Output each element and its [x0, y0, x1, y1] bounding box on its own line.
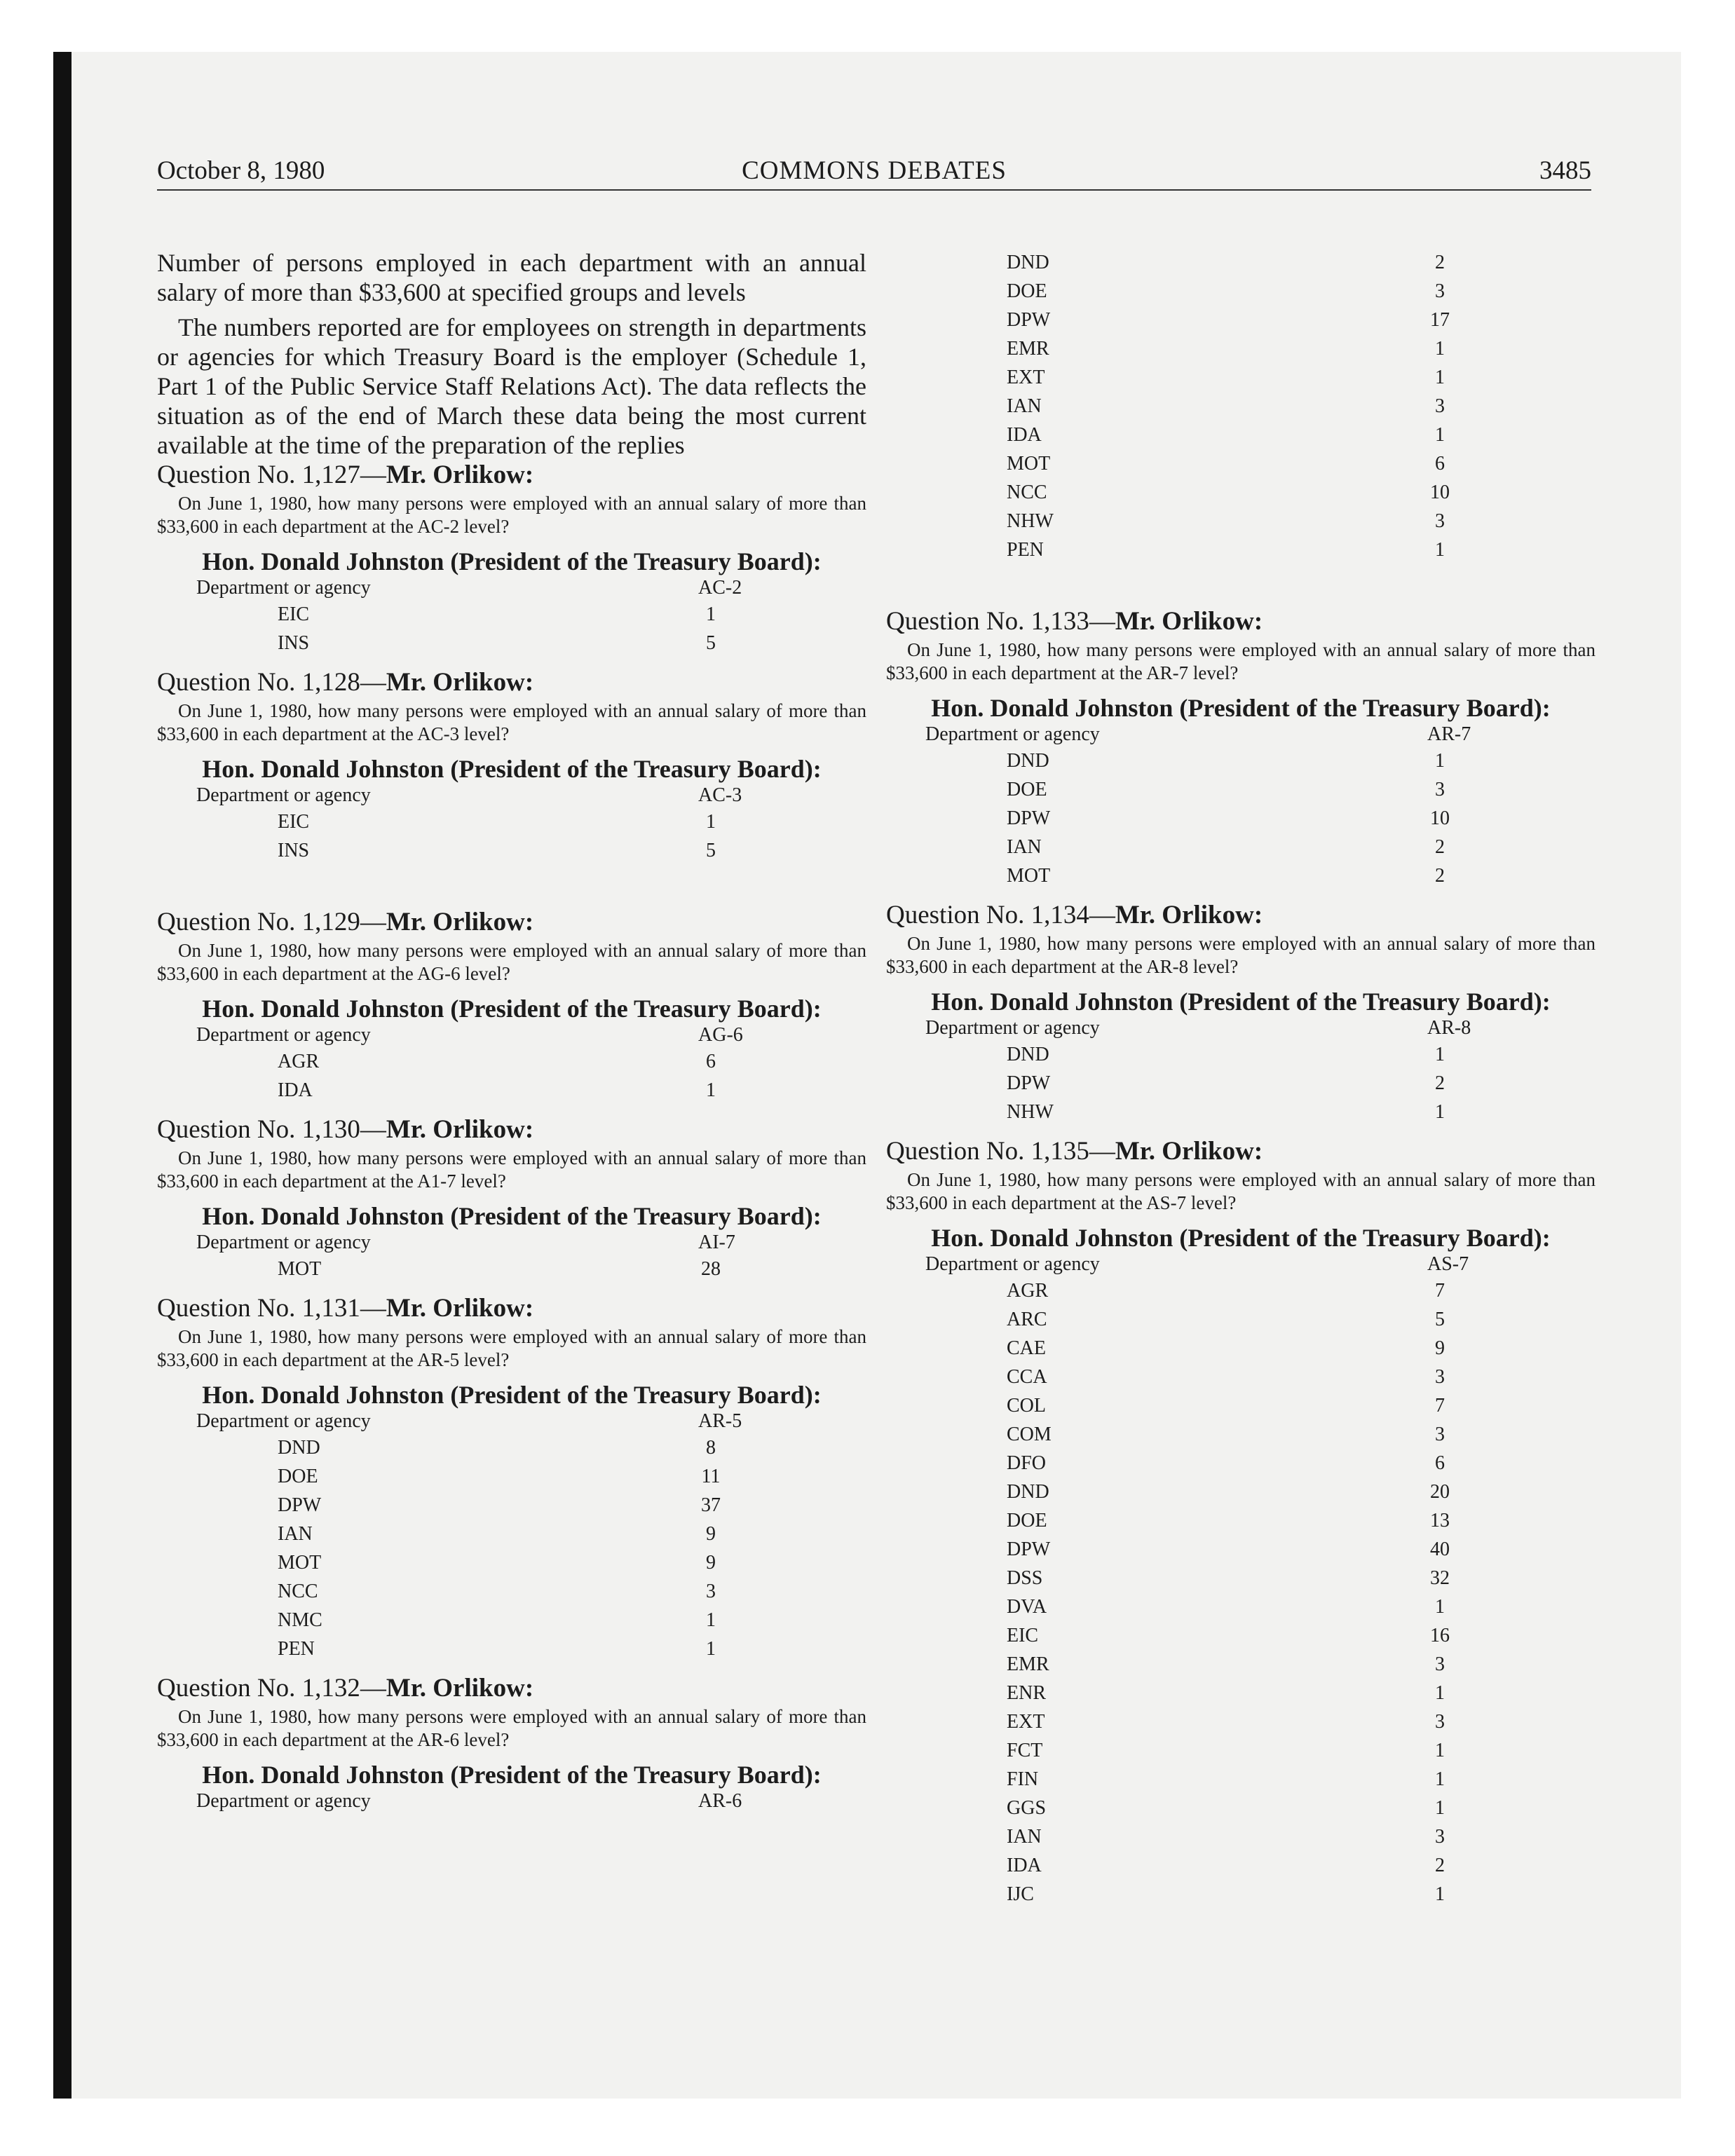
question-asker: Mr. Orlikow: — [386, 1674, 534, 1703]
table-row — [886, 449, 1595, 478]
table-row — [886, 1305, 1595, 1334]
table-row — [886, 334, 1595, 363]
table-row — [886, 1420, 1595, 1449]
table-row — [886, 363, 1595, 392]
right-questions — [886, 606, 1595, 1918]
employee-count: 3 — [1435, 280, 1445, 302]
question-heading — [157, 1293, 866, 1324]
question-number: Question No. 1,128— — [157, 668, 386, 697]
table-row — [157, 1491, 866, 1520]
employee-count: 2 — [1435, 252, 1445, 273]
employee-count: 1 — [1435, 1682, 1445, 1704]
employee-count: 16 — [1430, 1625, 1450, 1646]
question-number: Question No. 1,132— — [157, 1674, 386, 1703]
answer-heading: Hon. Donald Johnston (President of the Treasury Board): — [931, 988, 1551, 1016]
question-block — [157, 460, 866, 657]
question-number: Question No. 1,135— — [886, 1137, 1115, 1166]
table-row — [157, 1635, 866, 1663]
question-asker: Mr. Orlikow: — [386, 1115, 534, 1144]
dept-code: DFO — [1007, 1452, 1047, 1474]
employee-count: 17 — [1430, 309, 1450, 331]
table-header — [157, 576, 866, 600]
table-row — [886, 1822, 1595, 1851]
table-row — [886, 535, 1595, 564]
dept-code: DND — [1007, 252, 1049, 273]
dept-code: DOE — [278, 1466, 318, 1487]
dept-code: GGS — [1007, 1797, 1047, 1819]
table-row — [886, 421, 1595, 449]
table-row — [886, 1098, 1595, 1126]
table-row — [157, 1606, 866, 1635]
dept-code: IAN — [278, 1523, 313, 1545]
table-row — [157, 1548, 866, 1577]
employee-count: 10 — [1430, 807, 1450, 829]
dept-code: MOT — [278, 1552, 322, 1574]
level-label: AR-8 — [1427, 1017, 1471, 1039]
employee-count: 5 — [706, 632, 716, 654]
table-header — [157, 1231, 866, 1255]
dept-code: DOE — [1007, 779, 1047, 800]
employee-count: 20 — [1430, 1481, 1450, 1503]
dept-code: PEN — [1007, 539, 1044, 561]
question-number: Question No. 1,129— — [157, 908, 386, 936]
dept-code: AGR — [1007, 1280, 1049, 1302]
table-row — [157, 600, 866, 629]
ar6-continued-table — [886, 248, 1595, 564]
employee-count: 7 — [1435, 1395, 1445, 1417]
dept-code: IAN — [1007, 836, 1042, 858]
table-row — [157, 1047, 866, 1076]
table-row — [886, 1880, 1595, 1909]
question-text: On June 1, 1980, how many persons were employed with an annual salary of more than $33,600 in each department at the AC-2 level? — [157, 493, 866, 537]
table-row — [886, 861, 1595, 890]
answer-heading: Hon. Donald Johnston (President of the Treasury Board): — [202, 1381, 822, 1409]
dept-code: PEN — [278, 1638, 315, 1660]
dept-code: DPW — [1007, 1538, 1051, 1560]
employee-count: 2 — [1435, 865, 1445, 887]
employee-count: 10 — [1430, 482, 1450, 503]
table-header — [157, 784, 866, 807]
level-label: AC-2 — [698, 577, 742, 599]
table-row — [886, 746, 1595, 775]
header-date: October 8, 1980 — [157, 156, 325, 185]
dept-code: CCA — [1007, 1366, 1047, 1388]
employee-count: 1 — [1435, 1768, 1445, 1790]
table-row — [886, 507, 1595, 535]
dept-code: NHW — [1007, 510, 1054, 532]
dept-code: IAN — [1007, 395, 1042, 417]
dept-code: IAN — [1007, 1826, 1042, 1848]
employee-count: 5 — [706, 840, 716, 861]
question-number: Question No. 1,131— — [157, 1294, 386, 1323]
table-row — [886, 1564, 1595, 1592]
employee-count: 1 — [706, 811, 716, 833]
dept-code: EMR — [1007, 338, 1049, 360]
dept-code: DND — [1007, 1044, 1049, 1065]
employee-count: 9 — [706, 1523, 716, 1545]
employee-count: 1 — [706, 1638, 716, 1660]
question-number: Question No. 1,134— — [886, 901, 1115, 929]
dept-code: EIC — [1007, 1625, 1039, 1646]
left-questions — [157, 460, 866, 1813]
question-block — [886, 1136, 1595, 1909]
dept-label: Department or agency — [925, 723, 1100, 745]
page-number: 3485 — [1539, 156, 1591, 185]
employee-count: 6 — [706, 1051, 716, 1072]
employee-count: 3 — [1435, 1711, 1445, 1733]
table-header — [886, 1253, 1595, 1276]
employee-count: 9 — [706, 1552, 716, 1574]
question-text: On June 1, 1980, how many persons were employed with an annual salary of more than $33,600 in each department at the AR-6 level? — [157, 1706, 866, 1750]
dept-code: DND — [1007, 750, 1049, 772]
table-row — [886, 1851, 1595, 1880]
table-row — [157, 1255, 866, 1283]
dept-code: CAE — [1007, 1337, 1046, 1359]
table-row — [886, 804, 1595, 833]
table-row — [886, 1592, 1595, 1621]
dept-code: DOE — [1007, 280, 1047, 302]
dept-code: DPW — [1007, 309, 1051, 331]
table-row — [886, 775, 1595, 804]
dept-code: DVA — [1007, 1596, 1047, 1618]
question-asker: Mr. Orlikow: — [1115, 607, 1263, 636]
question-number: Question No. 1,127— — [157, 460, 386, 489]
table-row — [886, 1334, 1595, 1363]
employee-count: 3 — [1435, 1366, 1445, 1388]
dept-code: NMC — [278, 1609, 322, 1631]
dept-code: MOT — [1007, 453, 1051, 475]
right-column — [886, 248, 1595, 1918]
table-row — [886, 277, 1595, 306]
dept-label: Department or agency — [925, 1017, 1100, 1039]
employee-count: 9 — [1435, 1337, 1445, 1359]
table-header — [886, 723, 1595, 746]
dept-code: MOT — [1007, 865, 1051, 887]
dept-code: DPW — [1007, 1072, 1051, 1094]
employee-count: 2 — [1435, 1072, 1445, 1094]
employee-count: 1 — [1435, 1740, 1445, 1761]
level-label: AR-5 — [698, 1410, 742, 1432]
dept-code: IDA — [1007, 1855, 1042, 1876]
level-label: AG-6 — [698, 1024, 743, 1046]
header-rule — [157, 189, 1591, 191]
employee-count: 1 — [1435, 424, 1445, 446]
table-row — [886, 392, 1595, 421]
table-row — [886, 1391, 1595, 1420]
dept-code: AGR — [278, 1051, 320, 1072]
dept-code: IJC — [1007, 1883, 1034, 1905]
question-heading — [886, 900, 1595, 931]
dept-code: INS — [278, 632, 310, 654]
question-text: On June 1, 1980, how many persons were employed with an annual salary of more than $33,600 in each department at the AR-7 level? — [886, 639, 1595, 683]
dept-label: Department or agency — [196, 1231, 371, 1253]
table-row — [886, 1765, 1595, 1794]
dept-code: DPW — [1007, 807, 1051, 829]
question-text: On June 1, 1980, how many persons were employed with an annual salary of more than $33,600 in each department at the AR-5 level? — [157, 1326, 866, 1370]
table-row — [886, 1794, 1595, 1822]
table-row — [157, 629, 866, 657]
employee-count: 40 — [1430, 1538, 1450, 1560]
dept-code: NCC — [278, 1581, 318, 1602]
table-row — [157, 1577, 866, 1606]
table-row — [886, 1621, 1595, 1650]
table-row — [886, 1506, 1595, 1535]
question-asker: Mr. Orlikow: — [386, 668, 534, 697]
dept-code: ENR — [1007, 1682, 1046, 1704]
table-header — [157, 1023, 866, 1047]
dept-code: DND — [1007, 1481, 1049, 1503]
table-row — [157, 807, 866, 836]
question-number: Question No. 1,130— — [157, 1115, 386, 1144]
question-block — [157, 667, 866, 865]
dept-code: IDA — [278, 1079, 313, 1101]
employee-count: 1 — [1435, 1596, 1445, 1618]
table-row — [886, 1707, 1595, 1736]
employee-count: 28 — [701, 1258, 721, 1280]
answer-heading: Hon. Donald Johnston (President of the Treasury Board): — [931, 1224, 1551, 1252]
level-label: AS-7 — [1427, 1253, 1469, 1275]
employee-count: 1 — [706, 1079, 716, 1101]
dept-code: EXT — [1007, 367, 1045, 388]
answer-heading: Hon. Donald Johnston (President of the Treasury Board): — [202, 547, 822, 575]
employee-count: 5 — [1435, 1309, 1445, 1330]
question-block — [157, 1293, 866, 1663]
question-text: On June 1, 1980, how many persons were employed with an annual salary of more than $33,600 in each department at the AR-8 level? — [886, 933, 1595, 977]
employee-count: 3 — [1435, 1424, 1445, 1445]
question-number: Question No. 1,133— — [886, 607, 1115, 636]
dept-label: Department or agency — [196, 1024, 371, 1046]
table-row — [886, 1736, 1595, 1765]
dept-code: COM — [1007, 1424, 1052, 1445]
question-heading — [157, 667, 866, 698]
table-row — [886, 1363, 1595, 1391]
level-label: AI-7 — [698, 1231, 735, 1253]
employee-count: 11 — [701, 1466, 721, 1487]
dept-code: COL — [1007, 1395, 1046, 1417]
employee-count: 37 — [701, 1494, 721, 1516]
employee-count: 3 — [1435, 510, 1445, 532]
table-row — [886, 1069, 1595, 1098]
question-asker: Mr. Orlikow: — [1115, 901, 1263, 929]
dept-code: FIN — [1007, 1768, 1039, 1790]
table-row — [886, 1276, 1595, 1305]
table-header — [157, 1789, 866, 1813]
dept-code: EIC — [278, 811, 310, 833]
dept-code: DSS — [1007, 1567, 1043, 1589]
table-row — [157, 1076, 866, 1105]
question-heading — [157, 460, 866, 491]
employee-count: 3 — [1435, 1826, 1445, 1848]
left-column — [157, 248, 866, 1813]
answer-heading: Hon. Donald Johnston (President of the Treasury Board): — [202, 995, 822, 1023]
question-asker: Mr. Orlikow: — [1115, 1137, 1263, 1166]
question-asker: Mr. Orlikow: — [386, 908, 534, 936]
dept-code: NHW — [1007, 1101, 1054, 1123]
employee-count: 3 — [1435, 395, 1445, 417]
dept-code: EXT — [1007, 1711, 1045, 1733]
employee-count: 2 — [1435, 836, 1445, 858]
level-label: AR-7 — [1427, 723, 1471, 745]
dept-code: ARC — [1007, 1309, 1047, 1330]
question-asker: Mr. Orlikow: — [386, 460, 534, 489]
employee-count: 1 — [1435, 1883, 1445, 1905]
dept-code: IDA — [1007, 424, 1042, 446]
question-block — [157, 1114, 866, 1283]
intro-paragraph: The numbers reported are for employees on strength in departments or agencies for which Treasury Board is the employer (Schedule 1, Part 1 of the Public Service Staff Relations Act). The data reflects the situation as of the end of March these data being the most current available at the time of the preparation of the replies — [157, 313, 866, 459]
dept-code: EIC — [278, 603, 310, 625]
running-header — [157, 156, 1591, 188]
table-row — [886, 478, 1595, 507]
question-block — [157, 907, 866, 1105]
table-row — [886, 1478, 1595, 1506]
table-row — [886, 248, 1595, 277]
employee-count: 3 — [1435, 779, 1445, 800]
employee-count: 13 — [1430, 1510, 1450, 1531]
employee-count: 1 — [706, 1609, 716, 1631]
question-heading — [157, 907, 866, 938]
employee-count: 1 — [706, 603, 716, 625]
employee-count: 1 — [1435, 367, 1445, 388]
question-heading — [157, 1673, 866, 1704]
level-label: AC-3 — [698, 784, 742, 806]
question-text: On June 1, 1980, how many persons were employed with an annual salary of more than $33,600 in each department at the AS-7 level? — [886, 1169, 1595, 1213]
employee-count: 1 — [1435, 1044, 1445, 1065]
dept-code: MOT — [278, 1258, 322, 1280]
employee-count: 1 — [1435, 338, 1445, 360]
header-title: COMMONS DEBATES — [742, 156, 1007, 185]
table-row — [886, 833, 1595, 861]
dept-code: DOE — [1007, 1510, 1047, 1531]
dept-code: NCC — [1007, 482, 1047, 503]
dept-code: FCT — [1007, 1740, 1043, 1761]
table-row — [157, 836, 866, 865]
dept-label: Department or agency — [925, 1253, 1100, 1275]
dept-label: Department or agency — [196, 1410, 371, 1432]
employee-count: 3 — [706, 1581, 716, 1602]
employee-count: 7 — [1435, 1280, 1445, 1302]
table-row — [886, 306, 1595, 334]
employee-count: 2 — [1435, 1855, 1445, 1876]
table-row — [886, 1535, 1595, 1564]
dept-code: INS — [278, 840, 310, 861]
dept-code: EMR — [1007, 1653, 1049, 1675]
question-text: On June 1, 1980, how many persons were employed with an annual salary of more than $33,600 in each department at the A1-7 level? — [157, 1147, 866, 1192]
question-heading — [157, 1114, 866, 1145]
dept-label: Department or agency — [196, 1790, 371, 1812]
table-row — [886, 1679, 1595, 1707]
table-row — [157, 1433, 866, 1462]
table-header — [886, 1016, 1595, 1040]
employee-count: 1 — [1435, 750, 1445, 772]
employee-count: 3 — [1435, 1653, 1445, 1675]
dept-code: DPW — [278, 1494, 322, 1516]
question-block — [886, 606, 1595, 890]
employee-count: 32 — [1430, 1567, 1450, 1589]
table-row — [157, 1520, 866, 1548]
answer-heading: Hon. Donald Johnston (President of the Treasury Board): — [202, 1761, 822, 1789]
table-row — [886, 1650, 1595, 1679]
level-label: AR-6 — [698, 1790, 742, 1812]
scan-edge-shadow — [53, 52, 72, 2099]
dept-code: DND — [278, 1437, 320, 1459]
dept-label: Department or agency — [196, 577, 371, 599]
dept-label: Department or agency — [196, 784, 371, 806]
question-heading — [886, 606, 1595, 637]
employee-count: 1 — [1435, 1101, 1445, 1123]
question-block — [886, 900, 1595, 1126]
employee-count: 1 — [1435, 1797, 1445, 1819]
question-asker: Mr. Orlikow: — [386, 1294, 534, 1323]
table-row — [886, 1040, 1595, 1069]
question-block — [157, 1673, 866, 1813]
answer-heading: Hon. Donald Johnston (President of the Treasury Board): — [931, 694, 1551, 722]
question-text: On June 1, 1980, how many persons were employed with an annual salary of more than $33,600 in each department at the AC-3 level? — [157, 700, 866, 744]
question-text: On June 1, 1980, how many persons were employed with an annual salary of more than $33,600 in each department at the AG-6 level? — [157, 940, 866, 984]
employee-count: 6 — [1435, 1452, 1445, 1474]
answer-heading: Hon. Donald Johnston (President of the Treasury Board): — [202, 1202, 822, 1230]
question-heading — [886, 1136, 1595, 1167]
answer-heading: Hon. Donald Johnston (President of the Treasury Board): — [202, 755, 822, 783]
employee-count: 8 — [706, 1437, 716, 1459]
table-row — [157, 1462, 866, 1491]
table-header — [157, 1410, 866, 1433]
employee-count: 1 — [1435, 539, 1445, 561]
table-row — [886, 1449, 1595, 1478]
intro-heading: Number of persons employed in each department with an annual salary of more than $33,600 at specified groups and levels — [157, 249, 866, 306]
employee-count: 6 — [1435, 453, 1445, 475]
